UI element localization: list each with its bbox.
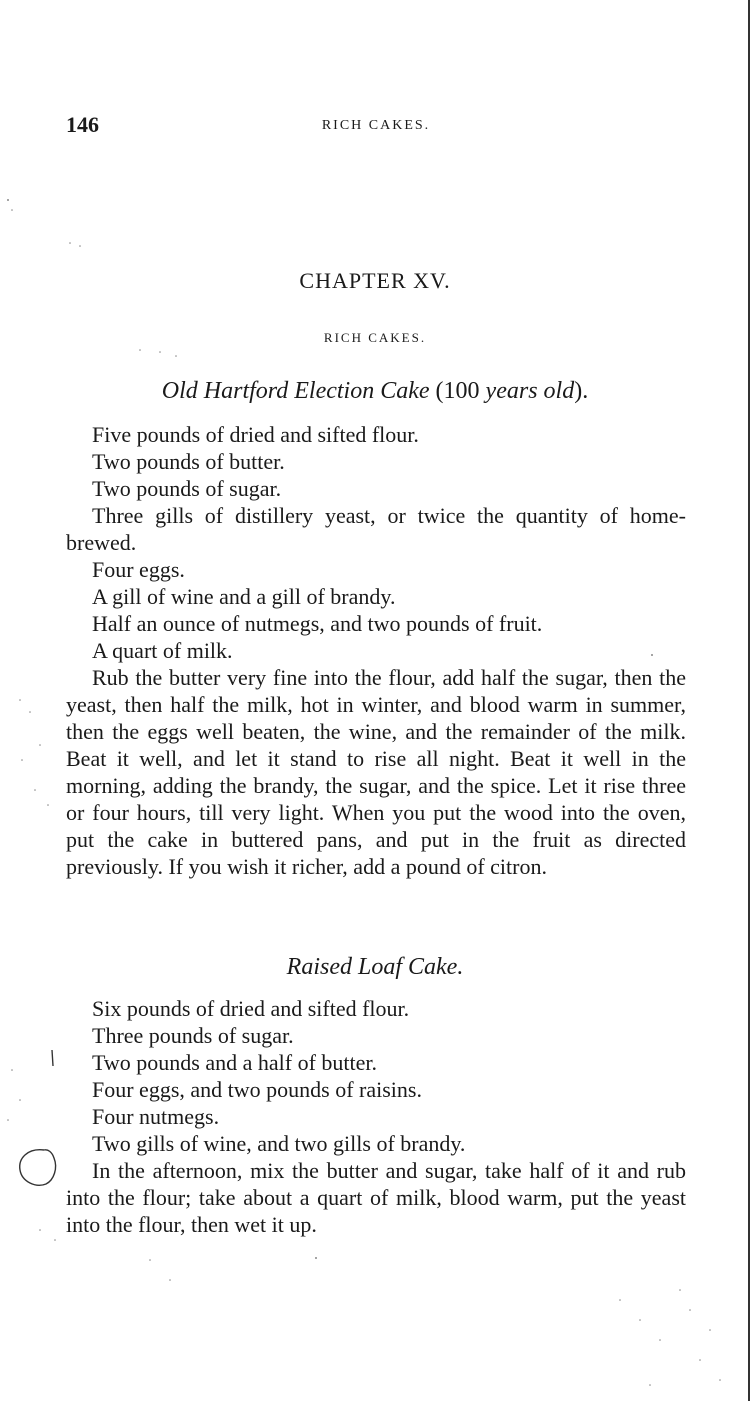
- ingredient-line: Half an ounce of nutmegs, and two pounds of fruit.: [92, 611, 543, 636]
- page-number: 146: [66, 112, 99, 137]
- recipe-title-age: [430, 378, 589, 404]
- section-title: RICH CAKES.: [323, 330, 427, 345]
- ingredient-line: Two pounds of butter.: [92, 449, 285, 474]
- recipe-heading-election-cake: [0, 378, 750, 405]
- ingredient-line: Three gills of distillery yeast, or twice the quantity of home-brewed.: [66, 503, 686, 555]
- recipe-title-age-open: (100: [429, 378, 486, 404]
- recipe-body-raised-loaf-cake: [66, 995, 686, 1238]
- pencil-circle-mark: [14, 1146, 60, 1190]
- ingredient-line: A quart of milk.: [92, 638, 233, 663]
- recipe-title: Raised Loaf Cake.: [286, 954, 464, 980]
- recipe-title-age-close: ).: [574, 378, 589, 404]
- ingredient-line: Two gills of wine, and two gills of brandy.: [92, 1131, 466, 1156]
- ingredient-line: Six pounds of dried and sifted flour.: [92, 996, 410, 1021]
- ingredient-line: Three pounds of sugar.: [92, 1023, 294, 1048]
- ingredient-line: Four eggs.: [92, 557, 185, 582]
- recipe-body-election-cake: [66, 421, 686, 880]
- chapter-title: CHAPTER XV.: [299, 268, 451, 293]
- directions-paragraph: Rub the butter very fine into the flour, add half the sugar, then the yeast, then half the milk, hot in winter, and blood warm in summer, then the eggs well beaten, the wine, and the remainder of the milk. Beat it well, and let it stand to rise all night. Beat it well in the morning, adding the brandy, the sugar, and the spice. Let it rise three or four hours, till very light. When you put the wood into the oven, put the cake in buttered pans, and put in the fruit as directed previously. If you wish it richer, add a pound of citron.: [66, 665, 686, 879]
- ingredient-line: Four eggs, and two pounds of raisins.: [92, 1077, 422, 1102]
- ingredient-line: A gill of wine and a gill of brandy.: [92, 584, 396, 609]
- ingredient-line: Two pounds of sugar.: [92, 476, 282, 501]
- ingredient-line: Four nutmegs.: [92, 1104, 220, 1129]
- directions-paragraph: In the afternoon, mix the butter and sugar, take half of it and rub into the flour; take about a quart of milk, blood warm, put the yeast into the flour, then wet it up.: [66, 1158, 686, 1237]
- running-title: RICH CAKES.: [321, 118, 431, 133]
- ingredient-line: Two pounds and a half of butter.: [92, 1050, 378, 1075]
- recipe-title: Old Hartford Election Cake: [161, 378, 430, 404]
- ingredient-line: Five pounds of dried and sifted flour.: [92, 422, 419, 447]
- recipe-title-age-italic: years old: [485, 378, 575, 404]
- recipe-heading-raised-loaf-cake: [0, 954, 750, 981]
- running-header: [66, 112, 686, 142]
